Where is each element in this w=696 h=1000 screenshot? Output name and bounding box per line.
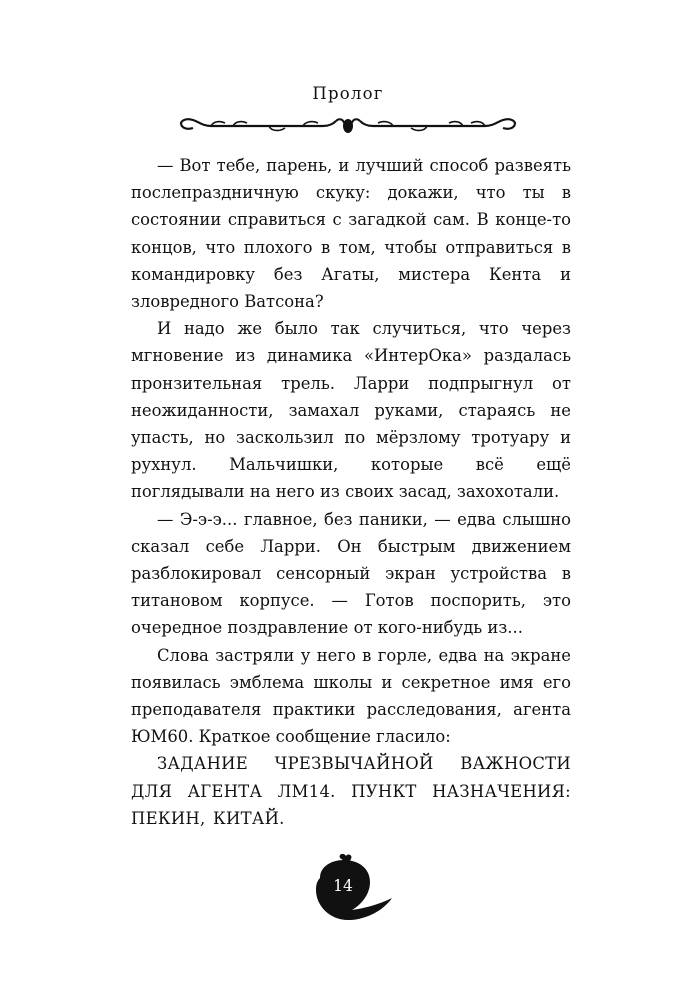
page-folio <box>0 852 696 928</box>
page-number: 14 <box>333 877 353 895</box>
running-head: Пролог <box>312 84 384 103</box>
paragraph: И надо же было так случиться, что через мгновение из динамика «ИнтерОка» раздалась пронзительная трель. Ларри подпрыгнул от неожиданности, замахал руками, стараясь не упасть, но заскользил по мёрзлому тротуару и рухнул. Мальчишки, которые всё ещё поглядывали на него из своих засад, захохотали. <box>131 319 571 502</box>
paragraph: — Вот тебе, парень, и лучший способ развеять послепраздничную скуку: докажи, что ты в состоянии справиться с загадкой сам. В конце-то концов, что плохого в том, чтобы отправиться в командировку без Агаты, мистера Кента и зловредного Ватсона? <box>131 156 571 312</box>
flourish-divider-ornament <box>0 112 696 142</box>
mission-message: ЗАДАНИЕ ЧРЕЗВЫЧАЙНОЙ ВАЖНОСТИ ДЛЯ АГЕНТА ЛМ14. ПУНКТ НАЗНАЧЕНИЯ: ПЕКИН, КИТАЙ. <box>131 754 571 828</box>
paragraph: Слова застряли у него в горле, едва на экране появилась эмблема школы и секретное имя его преподавателя практики расследования, агента ЮМ60. Краткое сообщение гласило: <box>131 645 571 747</box>
paragraph: — Э-э-э... главное, без паники, — едва слышно сказал себе Ларри. Он быстрым движением разблокировал сенсорный экран устройства в титановом корпусе. — Готов поспорить, это очередное поздравление от кого-нибудь из... <box>131 509 571 638</box>
body-text <box>131 152 571 832</box>
